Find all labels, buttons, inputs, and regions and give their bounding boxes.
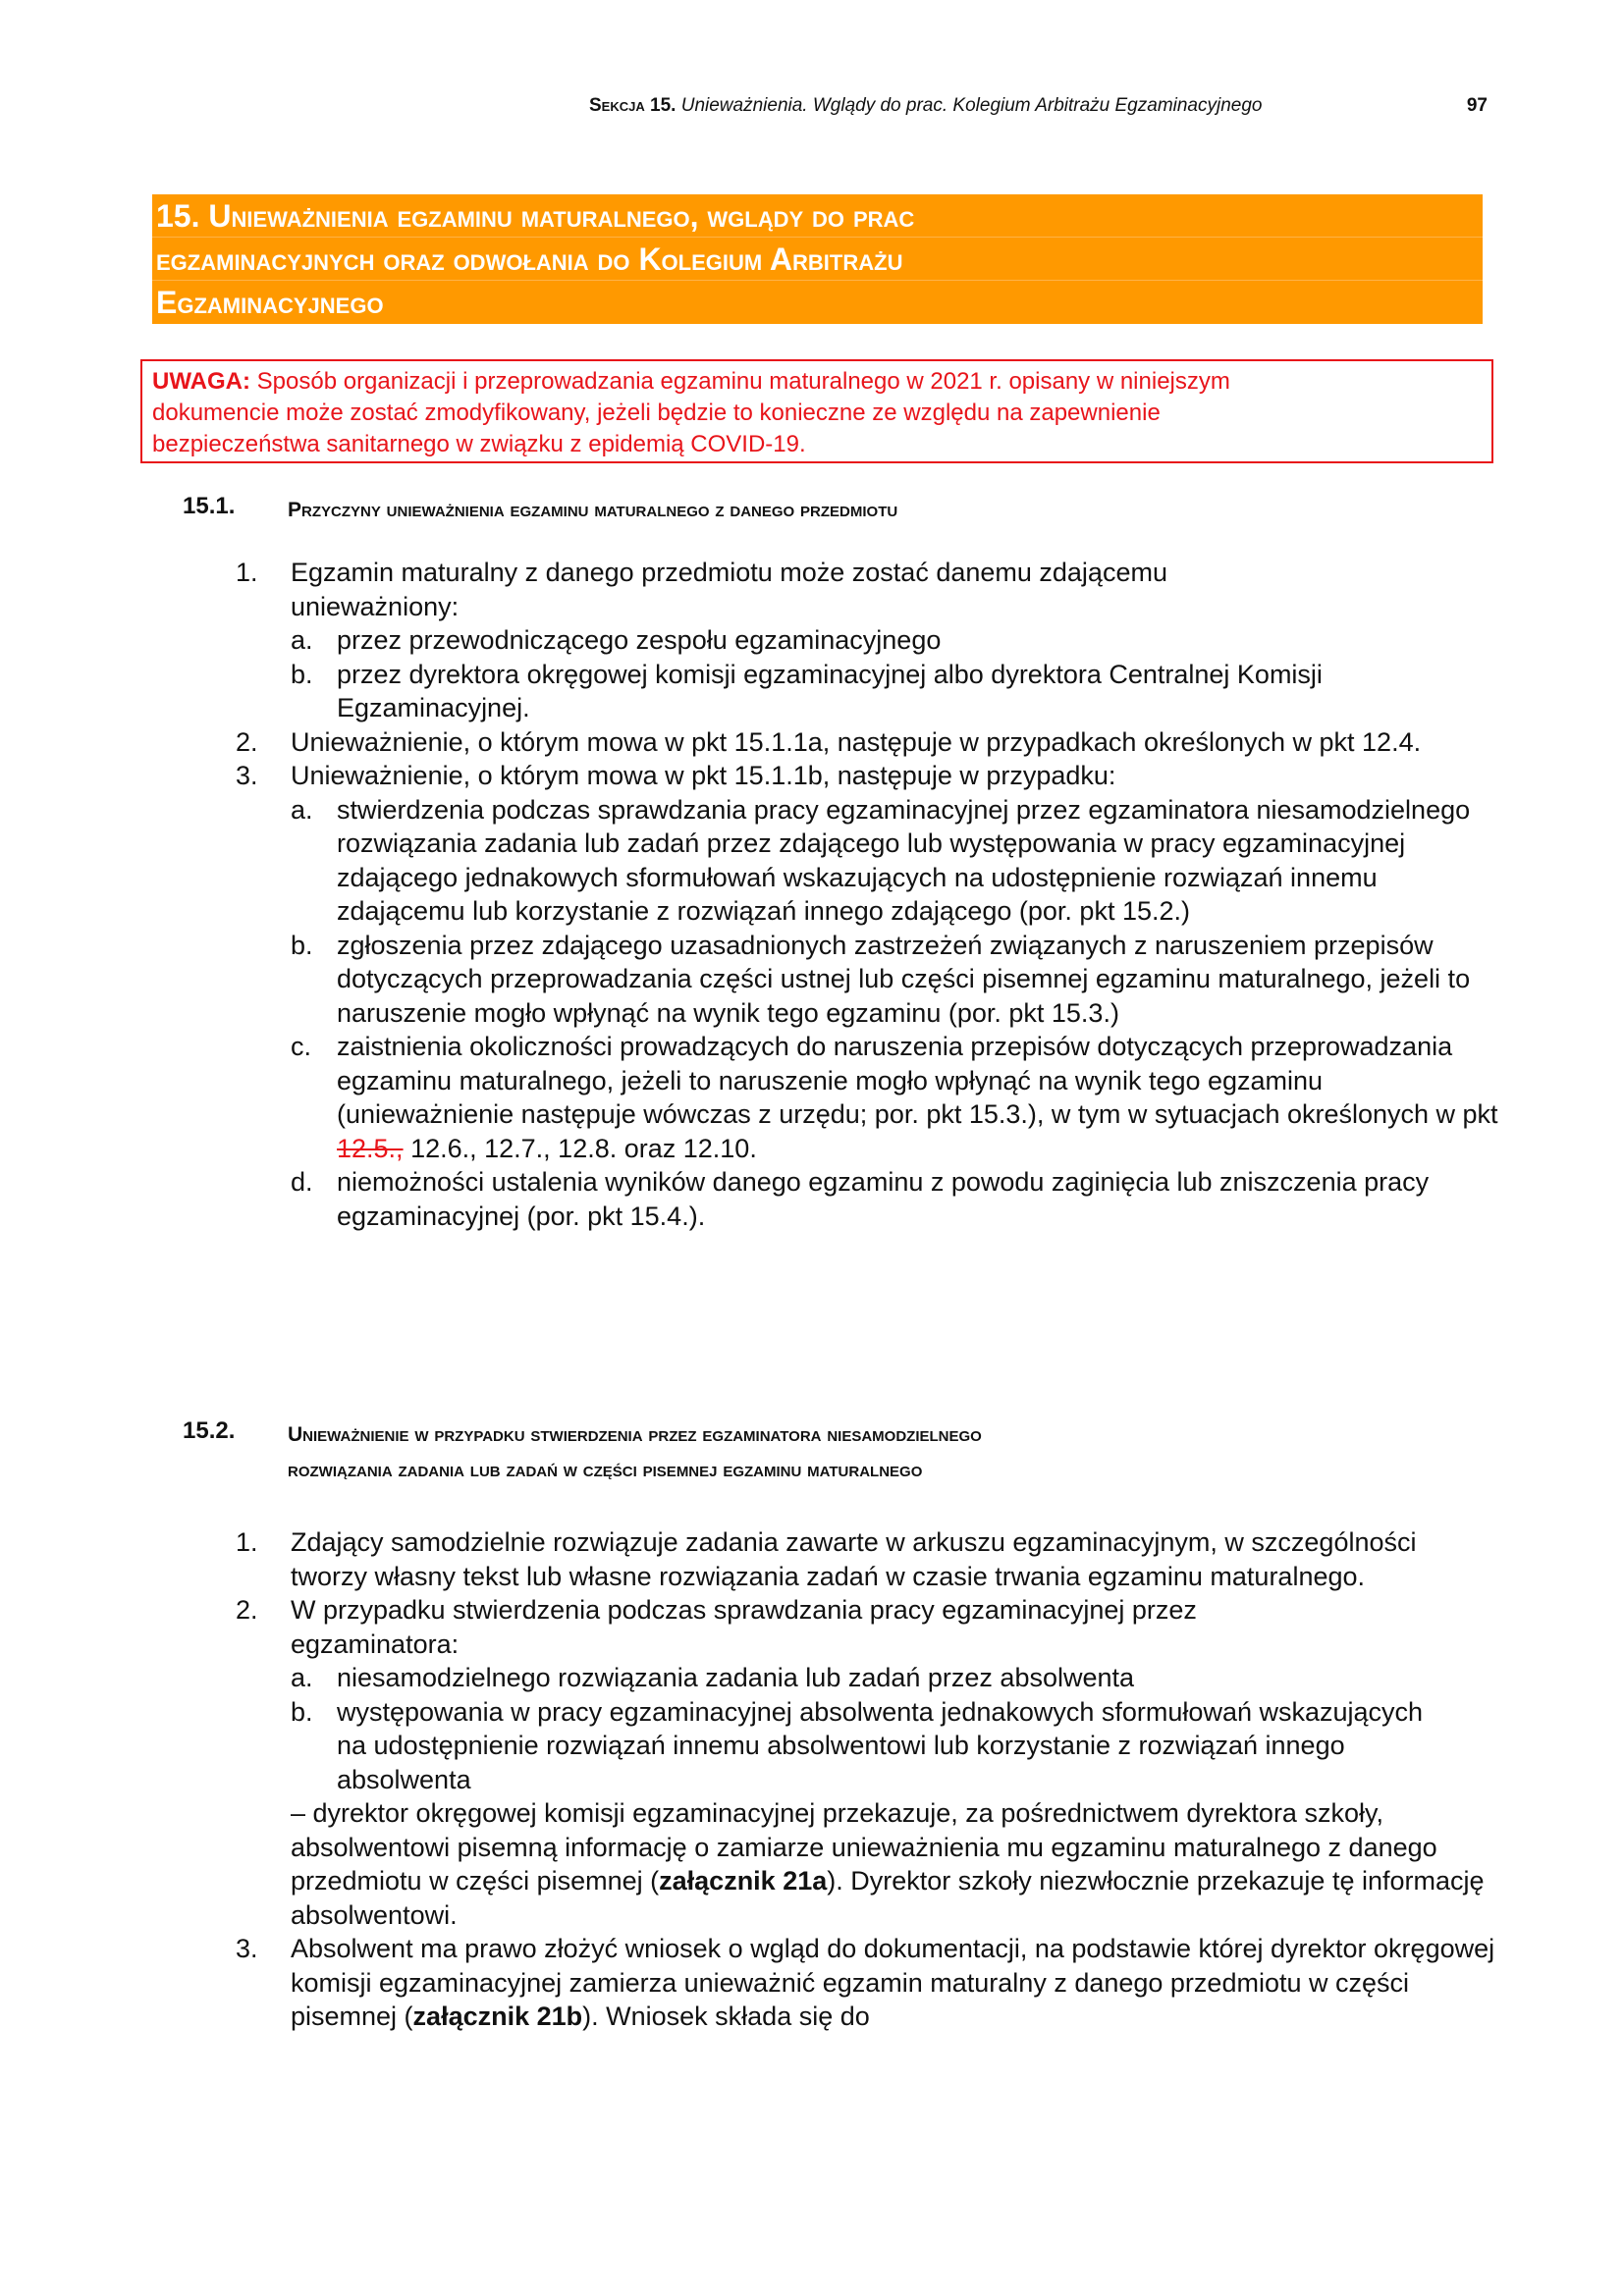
section-heading-15-1 <box>183 493 897 528</box>
section-15-2-list <box>236 1525 1502 2034</box>
sub-item: c. zaistnienia okoliczności prowadzących do naruszenia przepisów dotyczących przeprowadzania egzaminu maturalnego, jeżeli to naruszenie mogło wpłynąć na wynik tego egzaminu (unieważnienie następuje wówczas z urzędu; por. pkt 15.3.), w tym w sytuacjach określonych w pkt 12.5., 12.6., 12.7., 12.8. oraz 12.10. <box>291 1032 1498 1163</box>
section-title: Unieważnienie w przypadku stwierdzenia przez egzaminatora niesamodzielnego rozwiązania zadania lub zadań w części pisemnej egzaminu maturalnego <box>288 1423 982 1481</box>
section-title: Unieważnienia. Wglądy do prac. Kolegium Arbitrażu Egzaminacyjnego <box>680 95 1263 116</box>
list-item: 1. Egzamin maturalny z danego przedmiotu może zostać danemu zdającemu unieważniony: a. przez przewodniczącego zespołu egzaminacyjnego b. przez dyrektora okręgowej komisji egzaminacyjnej albo dyrektora Centralnej Komisji Egzaminacyjnej. <box>236 556 1502 725</box>
sub-item: b. zgłoszenia przez zdającego uzasadnionych zastrzeżeń związanych z naruszeniem przepisów dotyczących przeprowadzania części ustnej lub części pisemnej egzaminu maturalnego, jeżeli to naruszenie mogło wpłynąć na wynik tego egzaminu (por. pkt 15.3.) <box>291 930 1471 1028</box>
list-item: 1. Zdający samodzielnie rozwiązuje zadania zawarte w arkuszu egzaminacyjnym, w szczególności tworzy własny tekst lub własne rozwiązania zadań w czasie trwania egzaminu maturalnego. <box>236 1525 1502 1593</box>
list-item-text: Zdający samodzielnie rozwiązuje zadania zawarte w arkuszu egzaminacyjnym, w szczególności tworzy własny tekst lub własne rozwiązania zadań w czasie trwania egzaminu maturalnego. <box>291 1527 1417 1591</box>
page-number: 97 <box>1466 95 1488 116</box>
running-header-title <box>589 95 1262 117</box>
sub-item: d. niemożności ustalenia wyników danego egzaminu z powodu zaginięcia lub zniszczenia pracy egzaminacyjnej (por. pkt 15.4.). <box>291 1167 1430 1231</box>
list-item-text: Unieważnienie, o którym mowa w pkt 15.1.1a, następuje w przypadkach określonych w pkt 12.4. <box>291 726 1422 757</box>
chapter-title-banner <box>152 194 1483 324</box>
notice-text: bezpieczeństwa sanitarnego w związku z epidemią COVID-19. <box>152 431 806 457</box>
sub-item: b. występowania w pracy egzaminacyjnej absolwenta jednakowych sformułowań wskazujących na udostępnienie rozwiązań innemu absolwentowi lub korzystanie z rozwiązań innego absolwenta <box>291 1696 1424 1794</box>
notice-label: UWAGA: <box>152 368 250 395</box>
section-15-1-list <box>236 556 1502 1233</box>
section-label: Sekcja 15. <box>589 95 677 116</box>
section-title: Przyczyny unieważnienia egzaminu maturalnego z danego przedmiotu <box>288 499 898 521</box>
section-number: 15.1. <box>183 493 236 519</box>
sub-item: a. niesamodzielnego rozwiązania zadania lub zadań przez absolwenta <box>291 1663 1135 1692</box>
deleted-reference: 12.5., <box>337 1133 404 1163</box>
chapter-title-line: 15. Unieważnienia egzaminu maturalnego, wglądy do prac <box>152 194 1483 238</box>
notice-text: dokumencie może zostać zmodyfikowany, jeżeli będzie to konieczne ze względu na zapewnienie <box>152 400 1161 426</box>
sub-item: a. przez przewodniczącego zespołu egzaminacyjnego <box>291 625 942 655</box>
list-item-text: W przypadku stwierdzenia podczas sprawdzania pracy egzaminacyjnej przez egzaminatora: <box>291 1595 1197 1659</box>
notice-text: Sposób organizacji i przeprowadzania egzaminu maturalnego w 2021 r. opisany w niniejszym <box>249 368 1230 395</box>
list-item-text: Unieważnienie, o którym mowa w pkt 15.1.1b, następuje w przypadku: <box>291 761 1116 790</box>
section-number: 15.2. <box>183 1417 236 1444</box>
list-item: 2. Unieważnienie, o którym mowa w pkt 15.1.1a, następuje w przypadkach określonych w pkt 12.4. <box>236 725 1502 760</box>
chapter-title-line: Egzaminacyjnego <box>156 285 384 320</box>
running-header <box>589 95 1488 117</box>
section-heading-15-2 <box>183 1417 982 1488</box>
covid-notice-box <box>140 359 1493 463</box>
list-item: 2. W przypadku stwierdzenia podczas sprawdzania pracy egzaminacyjnej przez egzaminatora: a. niesamodzielnego rozwiązania zadania lub zadań przez absolwenta b. występowania w pracy egzaminacyjnej absolwenta jednakowych sformułowań wskazujących na udostępnienie rozwiązań innemu absolwentowi lub korzystanie z rozwiązań innego absolwenta – dyrektor okręgowej komisji egzaminacyjnej przekazuje, za pośrednictwem dyrektora szkoły, absolwentowi pisemną informację o zamiarze unieważnienia mu egzaminu maturalnego z danego przedmiotu w części pisemnej (załącznik 21a). Dyrektor szkoły niezwłocznie przekazuje tę informację absolwentowi. <box>236 1593 1502 1932</box>
sub-item: b. przez dyrektora okręgowej komisji egzaminacyjnej albo dyrektora Centralnej Komisji Egzaminacyjnej. <box>291 659 1323 722</box>
chapter-title-line: egzaminacyjnych oraz odwołania do Kolegium Arbitrażu <box>152 238 1483 281</box>
list-item-text: Egzamin maturalny z danego przedmiotu może zostać danemu zdającemu unieważniony: <box>291 558 1167 621</box>
list-item-continuation: – dyrektor okręgowej komisji egzaminacyjnej przekazuje, za pośrednictwem dyrektora szkoły, absolwentowi pisemną informację o zamiarze unieważnienia mu egzaminu maturalnego z danego przedmiotu w części pisemnej (załącznik 21a). Dyrektor szkoły niezwłocznie przekazuje tę informację absolwentowi. <box>291 1798 1485 1930</box>
list-item: 3. Absolwent ma prawo złożyć wniosek o wgląd do dokumentacji, na podstawie której dyrektor okręgowej komisji egzaminacyjnej zamierza unieważnić egzamin maturalny z danego przedmiotu w części pisemnej (załącznik 21b). Wniosek składa się do <box>236 1934 1495 2031</box>
list-item: 3. Unieważnienie, o którym mowa w pkt 15.1.1b, następuje w przypadku: a. stwierdzenia podczas sprawdzania pracy egzaminacyjnej przez egzaminatora niesamodzielnego rozwiązania zadania lub zadań przez zdającego lub występowania w pracy egzaminacyjnej zdającego jednakowych sformułowań wskazujących na udostępnienie rozwiązań innemu zdającemu lub korzystanie z rozwiązań innego zdającego (por. pkt 15.2.) b. zgłoszenia przez zdającego uzasadnionych zastrzeżeń związanych z naruszeniem przepisów dotyczących przeprowadzania części ustnej lub części pisemnej egzaminu maturalnego, jeżeli to naruszenie mogło wpłynąć na wynik tego egzaminu (por. pkt 15.3.) c. zaistnienia okoliczności prowadzących do naruszenia przepisów dotyczących przeprowadzania egzaminu maturalnego, jeżeli to naruszenie mogło wpłynąć na wynik tego egzaminu (unieważnienie następuje wówczas z urzędu; por. pkt 15.3.), w tym w sytuacjach określonych w pkt 12.5., 12.6., 12.7., 12.8. oraz 12.10. d. niemożności ustalenia wyników danego egzaminu z powodu zaginięcia lub zniszczenia pracy egzaminacyjnej (por. pkt 15.4.). <box>236 759 1502 1233</box>
sub-item: a. stwierdzenia podczas sprawdzania pracy egzaminacyjnej przez egzaminatora niesamodzielnego rozwiązania zadania lub zadań przez zdającego lub występowania w pracy egzaminacyjnej zdającego jednakowych sformułowań wskazujących na udostępnienie rozwiązań innemu zdającemu lub korzystanie z rozwiązań innego zdającego (por. pkt 15.2.) <box>291 794 1471 926</box>
